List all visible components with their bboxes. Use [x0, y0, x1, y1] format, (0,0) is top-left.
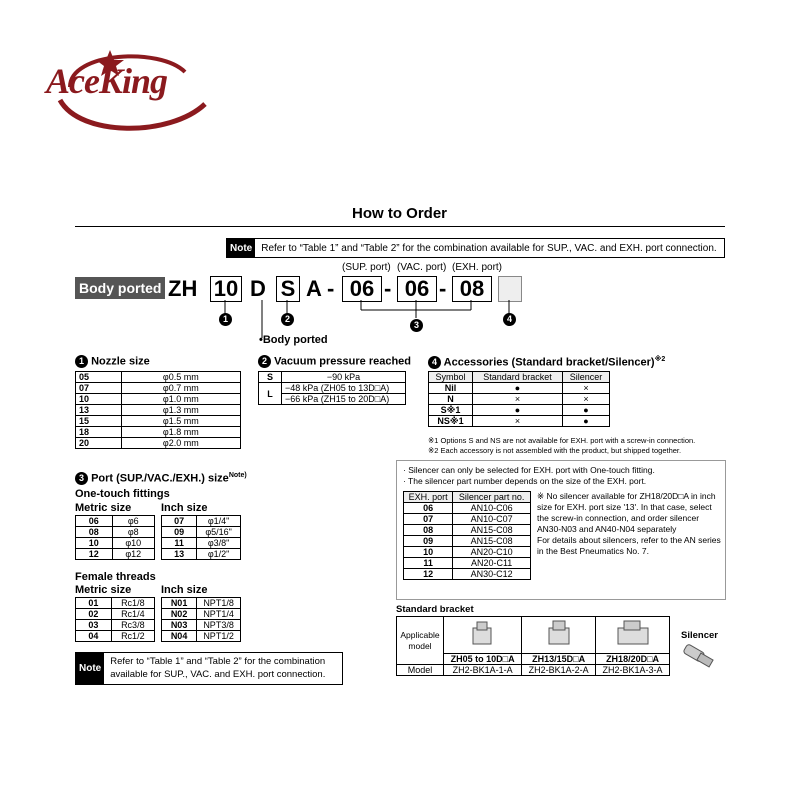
nozzle-row: 10 φ1.0 mm — [76, 394, 241, 405]
port-row: N01 NPT1/8 — [162, 598, 241, 609]
one-touch-inch-table — [161, 515, 241, 560]
silencer-label: Silencer — [681, 630, 718, 641]
code-exh: 08 — [452, 276, 492, 302]
nozzle-section-title: 1 Nozzle size — [75, 355, 150, 368]
silencer-row: 07 AN10-C07 — [404, 514, 531, 525]
code-prefix: ZH — [168, 276, 198, 301]
code-dash-2: - — [384, 276, 392, 301]
female-title: Female threads — [75, 571, 156, 583]
exh-port-label: (EXH. port) — [452, 262, 503, 273]
body-ported-caption: •Body ported — [259, 334, 328, 346]
code-dash-1: - — [327, 276, 335, 301]
silencer-side-note: ※ No silencer available for ZH18/20D□A in inch size for EXH. port size '13'. In that case, select the screw-in connection, and order silencer AN30-N03 and AN40-N04 separately For details about silencers, refer to the AN series in the Best Pneumatics No. 7. — [537, 491, 721, 556]
bracket-table: Applicable model ZH05 to 10D□A ZH13/15D□A ZH18/20D□A Model ZH2-BK1A-1-A ZH2-BK1A-2-A ZH2-BK1A-3-A — [396, 616, 670, 676]
top-note — [226, 238, 725, 258]
port-row: 03 Rc3/8 — [76, 620, 155, 631]
port-row: 13 φ1/2" — [162, 549, 241, 560]
nozzle-table — [75, 371, 241, 449]
bracket-3-icon — [610, 618, 656, 650]
female-inch-title: Inch size — [161, 584, 208, 596]
accessory-row: N × × — [429, 394, 610, 405]
port-row: N02 NPT1/4 — [162, 609, 241, 620]
female-metric-table — [75, 597, 155, 642]
accessory-row: Nil ● × — [429, 383, 610, 394]
accessory-row: S※1 ● ● — [429, 405, 610, 416]
accessories-section-title: 4 Accessories (Standard bracket/Silencer)$^{※2}$ — [428, 355, 665, 369]
bracket-image-2 — [522, 617, 596, 654]
code-a: A — [306, 276, 322, 301]
marker-3: 3 — [410, 319, 423, 332]
one-touch-title: One-touch fittings — [75, 488, 170, 500]
port-row: 06 φ6 — [76, 516, 155, 527]
bottom-note-text: Refer to “Table 1” and “Table 2” for the combination available for SUP., VAC. and EXH. port connection. — [110, 656, 326, 680]
silencer-row: 08 AN15-C08 — [404, 525, 531, 536]
logo-text: AceKing — [46, 61, 168, 101]
port-section-title: 3 Port (SUP./VAC./EXH.) size$^{Note)}$ — [75, 472, 247, 485]
female-metric-title: Metric size — [75, 584, 132, 596]
bracket-2-icon — [539, 618, 579, 650]
bracket-title: Standard bracket — [396, 604, 474, 615]
silencer-row: 10 AN20-C10 — [404, 547, 531, 558]
port-row: 01 Rc1/8 — [76, 598, 155, 609]
nozzle-row: 18 φ1.8 mm — [76, 427, 241, 438]
vacuum-section-title: 2 Vacuum pressure reached — [258, 355, 411, 368]
code-s: S — [276, 276, 300, 302]
code-dash-3: - — [439, 276, 447, 301]
silencer-row: 09 AN15-C08 — [404, 536, 531, 547]
port-row: 09 φ5/16" — [162, 527, 241, 538]
vac-port-label: (VAC. port) — [397, 262, 447, 273]
brand-logo — [40, 42, 240, 132]
accessory-row: NS※1 × ● — [429, 416, 610, 427]
nozzle-row: 13 φ1.3 mm — [76, 405, 241, 416]
port-row: 11 φ3/8" — [162, 538, 241, 549]
silencer-row: 06 AN10-C06 — [404, 503, 531, 514]
port-row: 10 φ10 — [76, 538, 155, 549]
nozzle-row: 05 φ0.5 mm — [76, 372, 241, 383]
note-tag: Note — [227, 239, 255, 257]
silencer-icon — [680, 642, 720, 672]
page-title: How to Order — [352, 205, 448, 222]
nozzle-row: 20 φ2.0 mm — [76, 438, 241, 449]
female-inch-table — [161, 597, 241, 642]
silencer-row: 12 AN30-C12 — [404, 569, 531, 580]
accessories-notes: ※1 Options S and NS are not available for EXH. port with a screw-in connection. ※2 Each accessory is not assembled with the product, but shipped together. — [428, 436, 696, 455]
bracket-1-icon — [463, 618, 503, 650]
silencer-info-box: · Silencer can only be selected for EXH. port with One-touch fitting. · The silencer part number depends on the size of the EXH. port. EXH. port Silencer part no. 06 AN10-C06 07 AN10-C07 08 AN15-C08 09 AN15-C08 10 AN20-C10 11 AN20-C11 12 AN30-C12 ※ No silencer available for ZH18/20D□A in inch size for EXH. port size '13'. In that case, select the screw-in connection, and order silencer AN30-N03 and AN40-N04 separately For details about silencers, refer to the AN series in the Best Pneumatics No. 7. — [396, 460, 726, 600]
code-vac: 06 — [397, 276, 437, 302]
bracket-image-1 — [444, 617, 522, 654]
top-note-text: Refer to “Table 1” and “Table 2” for the combination available for SUP., VAC. and EXH. port connection. — [261, 242, 717, 254]
port-row: 04 Rc1/2 — [76, 631, 155, 642]
marker-2: 2 — [281, 313, 294, 326]
body-ported-tag: Body ported — [75, 277, 165, 299]
bracket-image-3 — [596, 617, 670, 654]
one-touch-inch-title: Inch size — [161, 502, 208, 514]
port-row: N04 NPT1/2 — [162, 631, 241, 642]
code-size: 10 — [210, 276, 242, 302]
one-touch-metric-title: Metric size — [75, 502, 132, 514]
sup-port-label: (SUP. port) — [342, 262, 391, 273]
vacuum-table: S −90 kPa L −48 kPa (ZH05 to 13D□A) −66 kPa (ZH15 to 20D□A) — [258, 371, 406, 405]
title-divider — [75, 226, 725, 227]
port-row: 08 φ8 — [76, 527, 155, 538]
accessories-table: Symbol Standard bracket Silencer Nil ● × N × × S※1 ● ● NS※1 × ● — [428, 371, 610, 427]
code-accessory-box — [498, 276, 522, 302]
one-touch-metric-table — [75, 515, 155, 560]
nozzle-row: 15 φ1.5 mm — [76, 416, 241, 427]
silencer-row: 11 AN20-C11 — [404, 558, 531, 569]
port-row: 07 φ1/4" — [162, 516, 241, 527]
code-sup: 06 — [342, 276, 382, 302]
port-row: 12 φ12 — [76, 549, 155, 560]
marker-4: 4 — [503, 313, 516, 326]
port-row: 02 Rc1/4 — [76, 609, 155, 620]
port-row: N03 NPT3/8 — [162, 620, 241, 631]
silencer-table: EXH. port Silencer part no. 06 AN10-C06 07 AN10-C07 08 AN15-C08 09 AN15-C08 10 AN20-C10 11 AN20-C11 12 AN30-C12 — [403, 491, 531, 580]
bottom-note: Note Refer to “Table 1” and “Table 2” for the combination available for SUP., VAC. and EXH. port connection. — [75, 652, 343, 685]
nozzle-row: 07 φ0.7 mm — [76, 383, 241, 394]
marker-1: 1 — [219, 313, 232, 326]
order-code-connectors — [200, 300, 530, 350]
code-d: D — [250, 276, 266, 301]
